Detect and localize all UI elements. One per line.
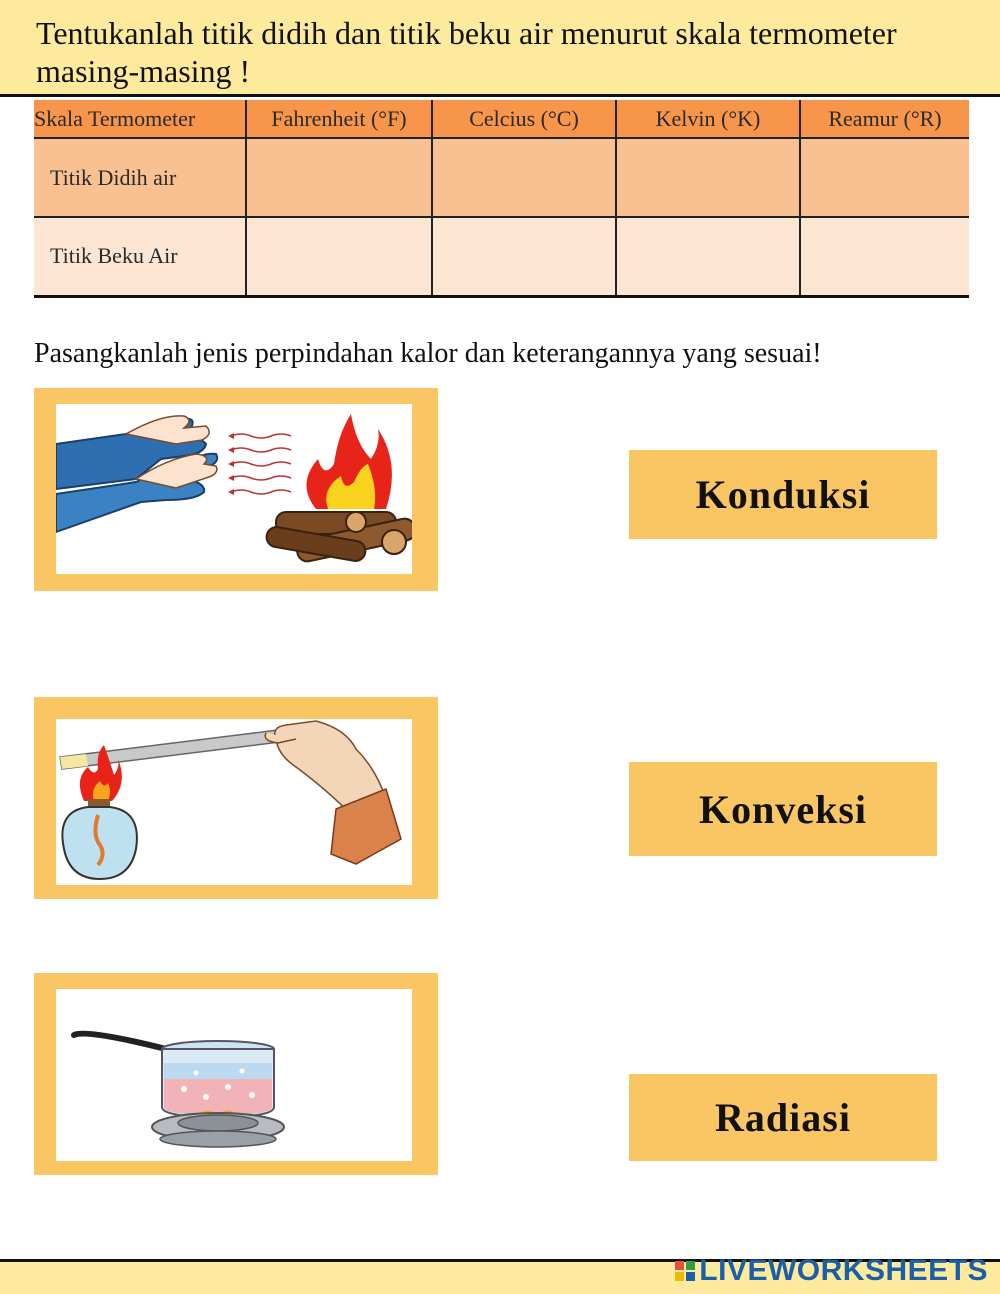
header-scale: Skala Termometer: [34, 100, 246, 138]
liveworksheets-brand[interactable]: [675, 1254, 988, 1288]
thermometer-scale-table: [34, 100, 969, 298]
image-card-1-picture: [56, 404, 412, 574]
image-card-1[interactable]: [34, 388, 438, 591]
brand-logo-square: [675, 1272, 684, 1281]
answer-option-3[interactable]: Radiasi: [629, 1074, 937, 1161]
answer-cell-freezing-reamur[interactable]: [800, 217, 969, 296]
boiling-pot-on-stove-icon: [56, 989, 412, 1161]
row-label-boiling: Titik Didih air: [34, 138, 246, 217]
brand-logo-square: [686, 1272, 695, 1281]
header-celcius: Celcius (°C): [432, 100, 616, 138]
answer-cell-freezing-kelvin[interactable]: [616, 217, 800, 296]
header-kelvin: Kelvin (°K): [616, 100, 800, 138]
answer-cell-freezing-celcius[interactable]: [432, 217, 616, 296]
answer-cell-boiling-reamur[interactable]: [800, 138, 969, 217]
question-1-text: Tentukanlah titik didih dan titik beku air menurut skala termometer masing-masing !: [36, 15, 897, 89]
row-label-freezing: Titik Beku Air: [34, 217, 246, 296]
image-card-2-picture: [56, 719, 412, 885]
question-2-text: Pasangkanlah jenis perpindahan kalor dan keterangannya yang sesuai!: [34, 338, 822, 369]
brand-logo-icon: [675, 1261, 695, 1281]
brand-name: LIVEWORKSHEETS: [699, 1254, 988, 1287]
answer-option-2[interactable]: Konveksi: [629, 762, 937, 856]
answer-cell-boiling-kelvin[interactable]: [616, 138, 800, 217]
hands-warming-by-fire-icon: [56, 404, 412, 574]
answer-option-1[interactable]: Konduksi: [629, 450, 937, 539]
metal-rod-over-burner-icon: [56, 719, 412, 885]
image-card-2[interactable]: [34, 697, 438, 899]
table-row: [34, 138, 969, 217]
image-card-3[interactable]: [34, 973, 438, 1175]
table-header-row: [34, 100, 969, 138]
brand-logo-square: [675, 1261, 684, 1270]
header-fahrenheit: Fahrenheit (°F): [246, 100, 432, 138]
header-reamur: Reamur (°R): [800, 100, 969, 138]
brand-logo-square: [686, 1261, 695, 1270]
answer-cell-boiling-celcius[interactable]: [432, 138, 616, 217]
table-row: [34, 217, 969, 296]
answer-cell-boiling-fahrenheit[interactable]: [246, 138, 432, 217]
image-card-3-picture: [56, 989, 412, 1161]
answer-cell-freezing-fahrenheit[interactable]: [246, 217, 432, 296]
